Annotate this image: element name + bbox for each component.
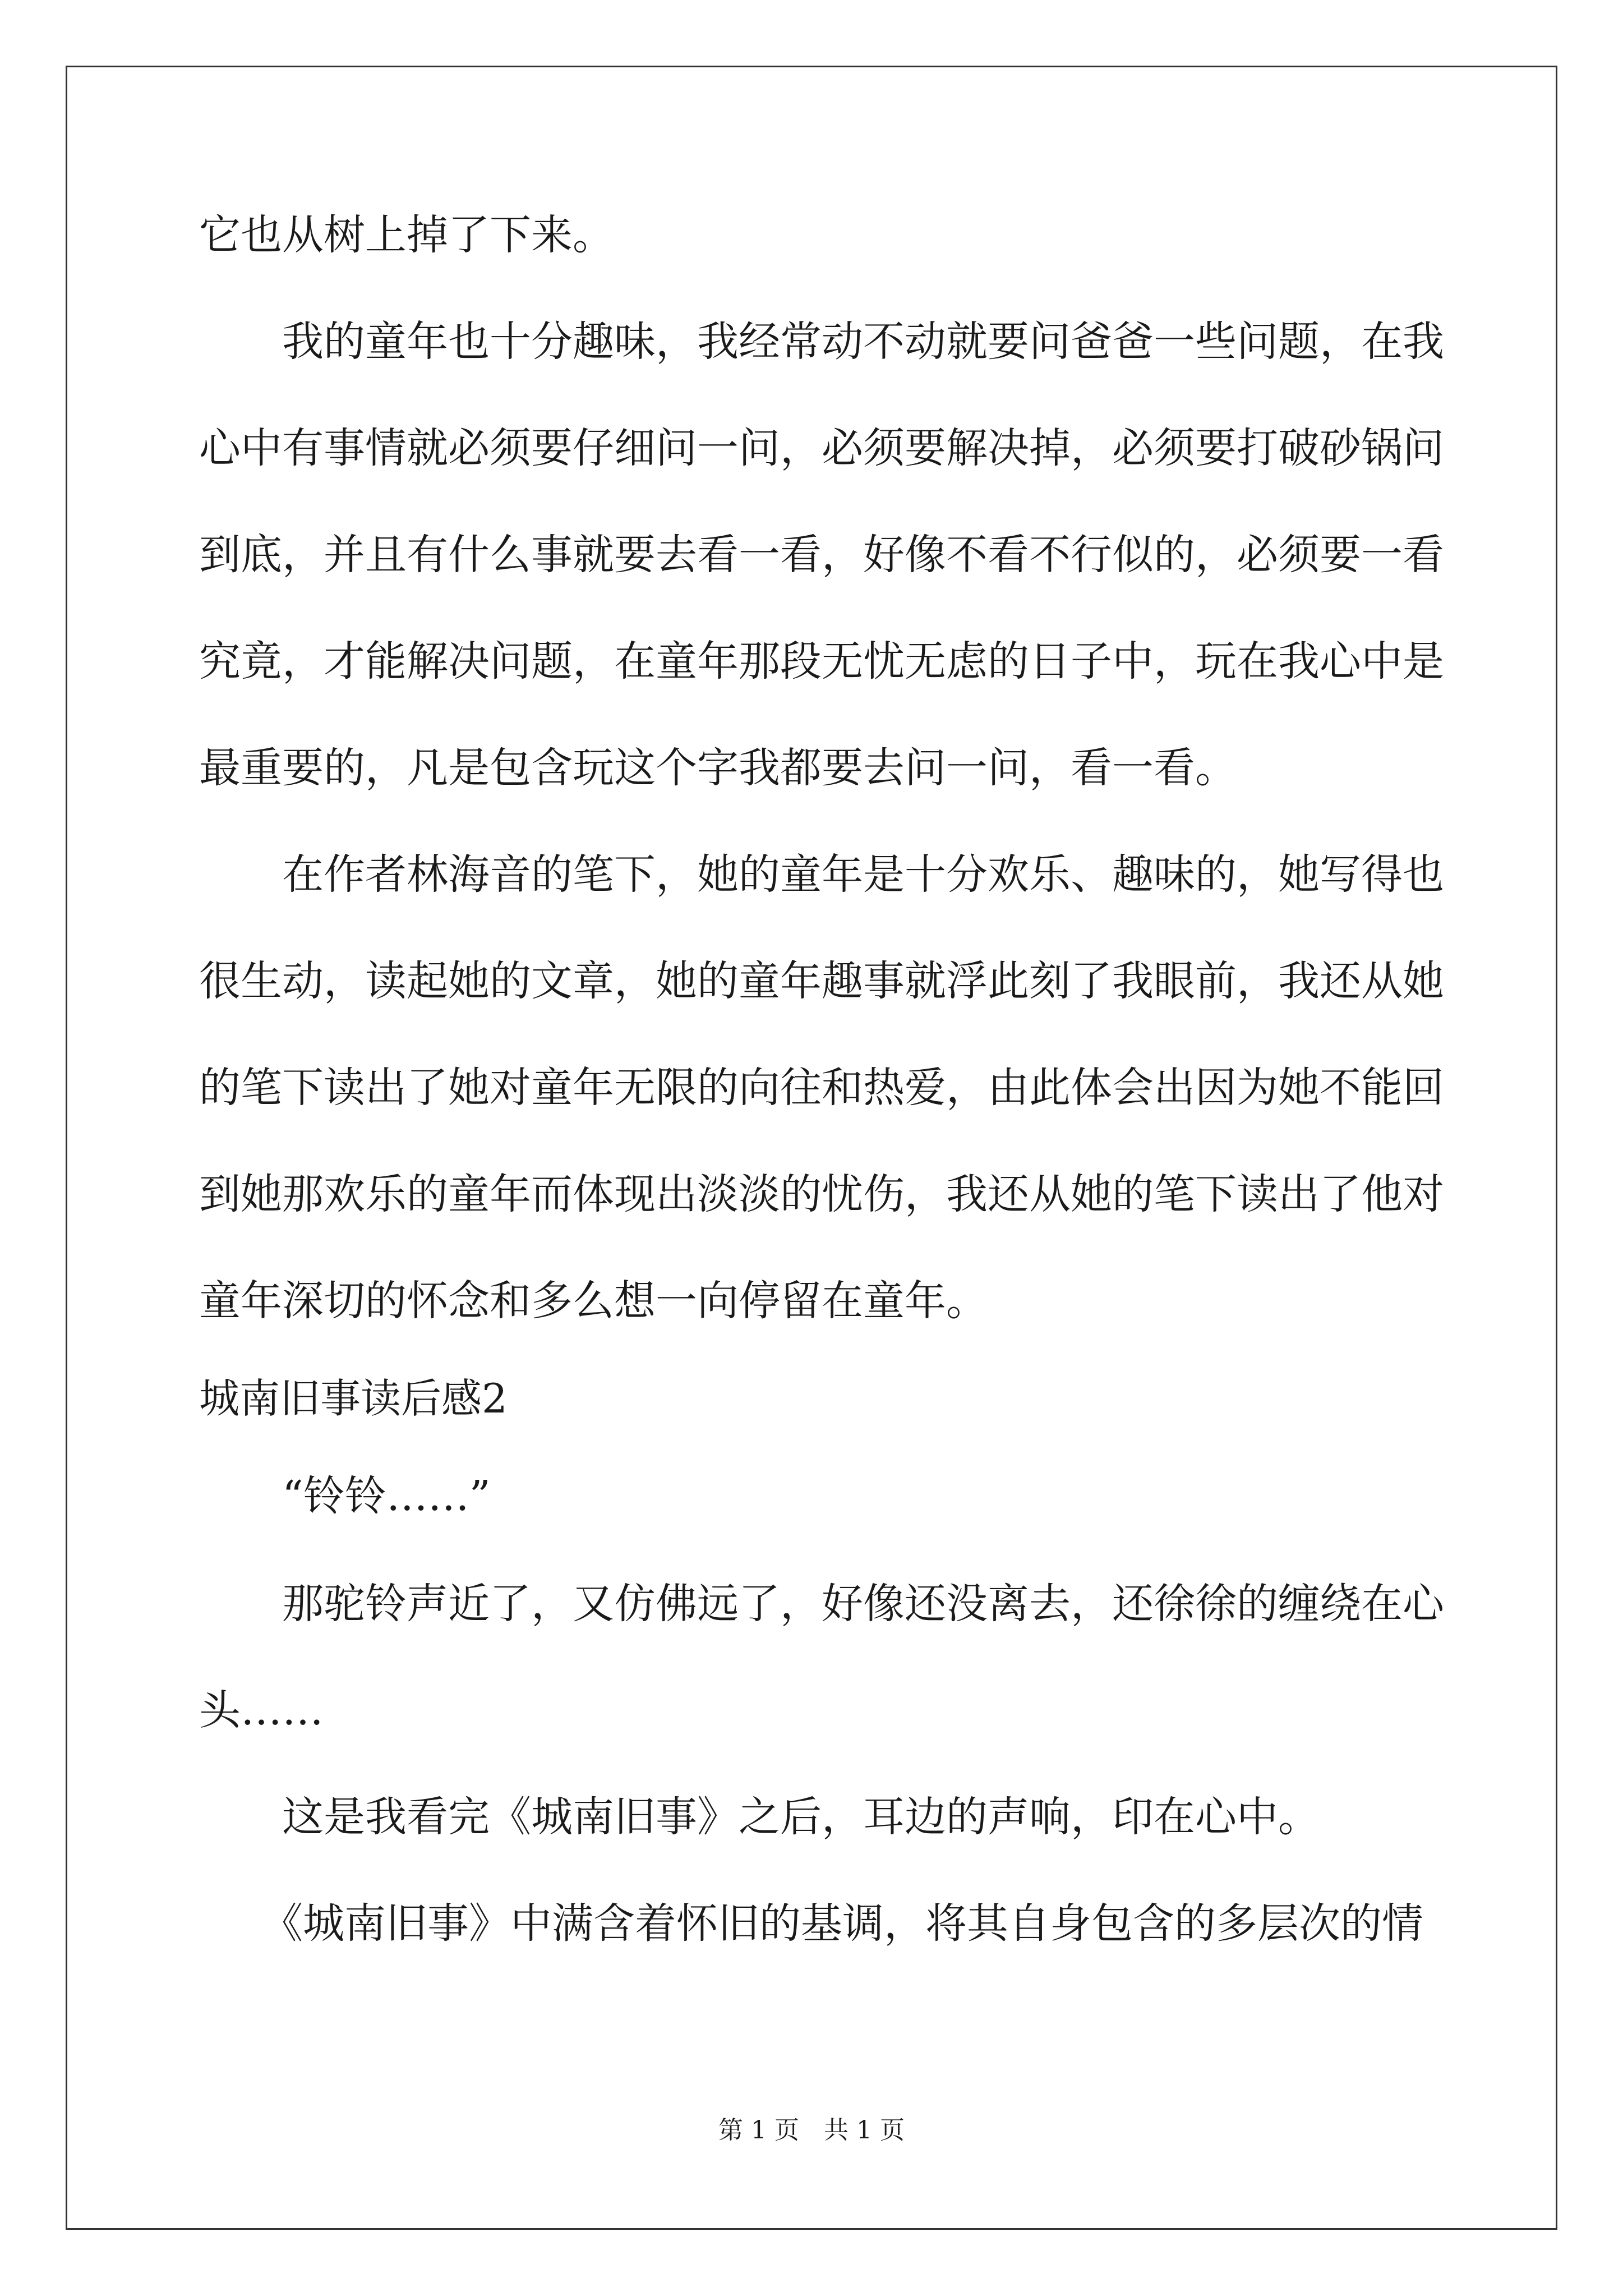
text-line: 《城南旧事》中满含着怀旧的基调，将其自身包含的多层次的情 [199, 1899, 1423, 1948]
text-line: 心中有事情就必须要仔细问一问，必须要解决掉，必须要打破砂锅问 [199, 424, 1444, 472]
text-line: 的笔下读出了她对童年无限的向往和热爱，由此体会出因为她不能回 [199, 1064, 1444, 1112]
text-line: 这是我看完《城南旧事》之后，耳边的声响，印在心中。 [199, 1793, 1320, 1841]
page-footer: 第 1 页 共 1 页 [718, 2116, 905, 2145]
text-line: 究竟，才能解决问题，在童年那段无忧无虑的日子中，玩在我心中是 [199, 637, 1444, 685]
text-line: 那驼铃声近了，又仿佛远了，好像还没离去，还徐徐的缠绕在心 [199, 1580, 1444, 1628]
section-heading: 城南旧事读后感2 [199, 1375, 508, 1422]
text-line: 头…… [199, 1686, 324, 1734]
text-line: 童年深切的怀念和多么想一向停留在童年。 [199, 1277, 988, 1325]
text-line: 我的童年也十分趣味，我经常动不动就要问爸爸一些问题，在我 [199, 318, 1444, 366]
text-line: “铃铃……” [199, 1472, 491, 1520]
text-line: 在作者林海音的笔下，她的童年是十分欢乐、趣味的，她写得也 [199, 850, 1444, 899]
text-line: 很生动，读起她的文章，她的童年趣事就浮此刻了我眼前，我还从她 [199, 957, 1444, 1005]
text-line: 最重要的，凡是包含玩这个字我都要去问一问，看一看。 [199, 744, 1237, 792]
text-line: 到她那欢乐的童年而体现出淡淡的忧伤，我还从她的笔下读出了他对 [199, 1170, 1444, 1218]
text-line: 它也从树上掉了下来。 [199, 211, 614, 259]
text-line: 到底，并且有什么事就要去看一看，好像不看不行似的，必须要一看 [199, 531, 1444, 579]
